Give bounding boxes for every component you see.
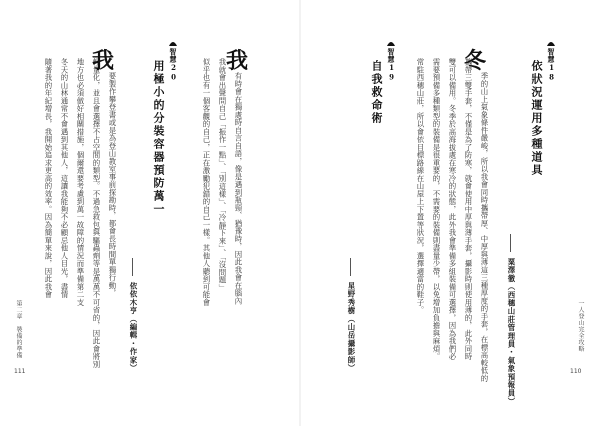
- tip19-badge: [386, 40, 396, 82]
- tip18-badge: [546, 40, 556, 82]
- tip20-heading: 用極小的分裝容器預防萬一: [152, 60, 165, 216]
- tip20-attribution-dash: [132, 258, 133, 276]
- tip18-body-line-1: 季的山上氣象條件嚴峻，所以我會同時攜帶厚、中厚與薄這三種厚度的手套，在標高較低的: [480, 72, 489, 382]
- tip19-badge-label: 智慧19: [387, 48, 396, 82]
- tip20-badge-label: 智慧20: [169, 48, 178, 82]
- tip18-drop-cap: 冬: [464, 48, 487, 74]
- tip20-drop-cap: 我: [92, 48, 115, 74]
- leaf-icon: [170, 40, 178, 46]
- right-page: [300, 0, 600, 426]
- tip18-attribution: 粟澤徹（西穗山莊管理員・氣象預報員）: [507, 258, 516, 406]
- left-page-side-label: 第二章 裝備的準備: [15, 300, 22, 359]
- tip18-attribution-dash: [510, 234, 511, 252]
- tip18-heading: 依狀況運用多種道具: [530, 60, 543, 177]
- tip20-body-line-5: 隨著我的年紀增長，我開始追求更高的效率。因為簡單來說，因此我會: [44, 58, 53, 299]
- tip19-heading: 自我救命術: [370, 60, 383, 125]
- tip18-body-line-3: 雙可以備用。冬季於高海拔處在寒冷的狀態，此外我會準備多組裝備可選擇，因為我們必: [448, 58, 457, 361]
- tip20-body-line-3: 地方也必須做好相關措施，個爾還要考慮到萬一故障的情況而準備第二支: [76, 58, 85, 306]
- tip18-body-line-4: 需要預備多種類型的裝備是很重要的，不需要的裝備則盡量少帶，以免增加負擔與麻煩。: [432, 58, 441, 361]
- tip20-body-line-2: 輕量化，並且會選擇不占空間的類型。不過急救包與驅蟲劑等是萬萬不可省的，因此會將別: [92, 58, 101, 368]
- leaf-icon: [548, 40, 556, 46]
- right-page-side-label: 一人登山完全攻略: [577, 300, 584, 352]
- tip19-body-line-3: 似乎也有一個客觀的自己，正在激勵犯錯的自己一樣。其他人聽到可能會: [202, 58, 211, 306]
- tip19-body-line-1: 有時會在獨處時自言自語，像是遇到瓶頸、猶豫時，因此我會在腦內: [234, 72, 243, 305]
- tip18-body-line-5: 常駐西穗山莊，所以會依目標路線在山屋上下置等狀況，選擇適當的鞋子。: [416, 58, 425, 314]
- tip19-body-line-2: 我就會出聲問自己「振作一點」、「別這樣」、「冷靜下來」、「沒問題」: [218, 58, 227, 292]
- tip20-body-line-1: 要製作攀登書或是為登山教室事前探勘時，都會長時間單獨行動，: [108, 72, 117, 297]
- tip20-badge: [168, 40, 178, 82]
- left-page-number: 111: [14, 368, 26, 375]
- tip20-attribution: 依依木亨（編輯・作家）: [129, 282, 138, 373]
- leaf-icon: [388, 40, 396, 46]
- right-page-number: 110: [570, 368, 582, 375]
- tip18-body-line-2: 攜帶三雙手套，不僅是為了防寒，就會使用中厚與薄手套，攝影時則使用薄的，此外同時: [464, 58, 473, 361]
- tip19-attribution-dash: [350, 258, 351, 276]
- tip19-attribution: 星野秀樹（山岳攝影師）: [347, 282, 356, 373]
- tip18-badge-label: 智慧18: [547, 48, 556, 82]
- tip19-drop-cap: 我: [226, 48, 249, 74]
- tip20-body-line-4: 冬天的山林通常不會遇到其他人，這讓我能夠不必顧忌他人目光，盡情: [60, 58, 69, 299]
